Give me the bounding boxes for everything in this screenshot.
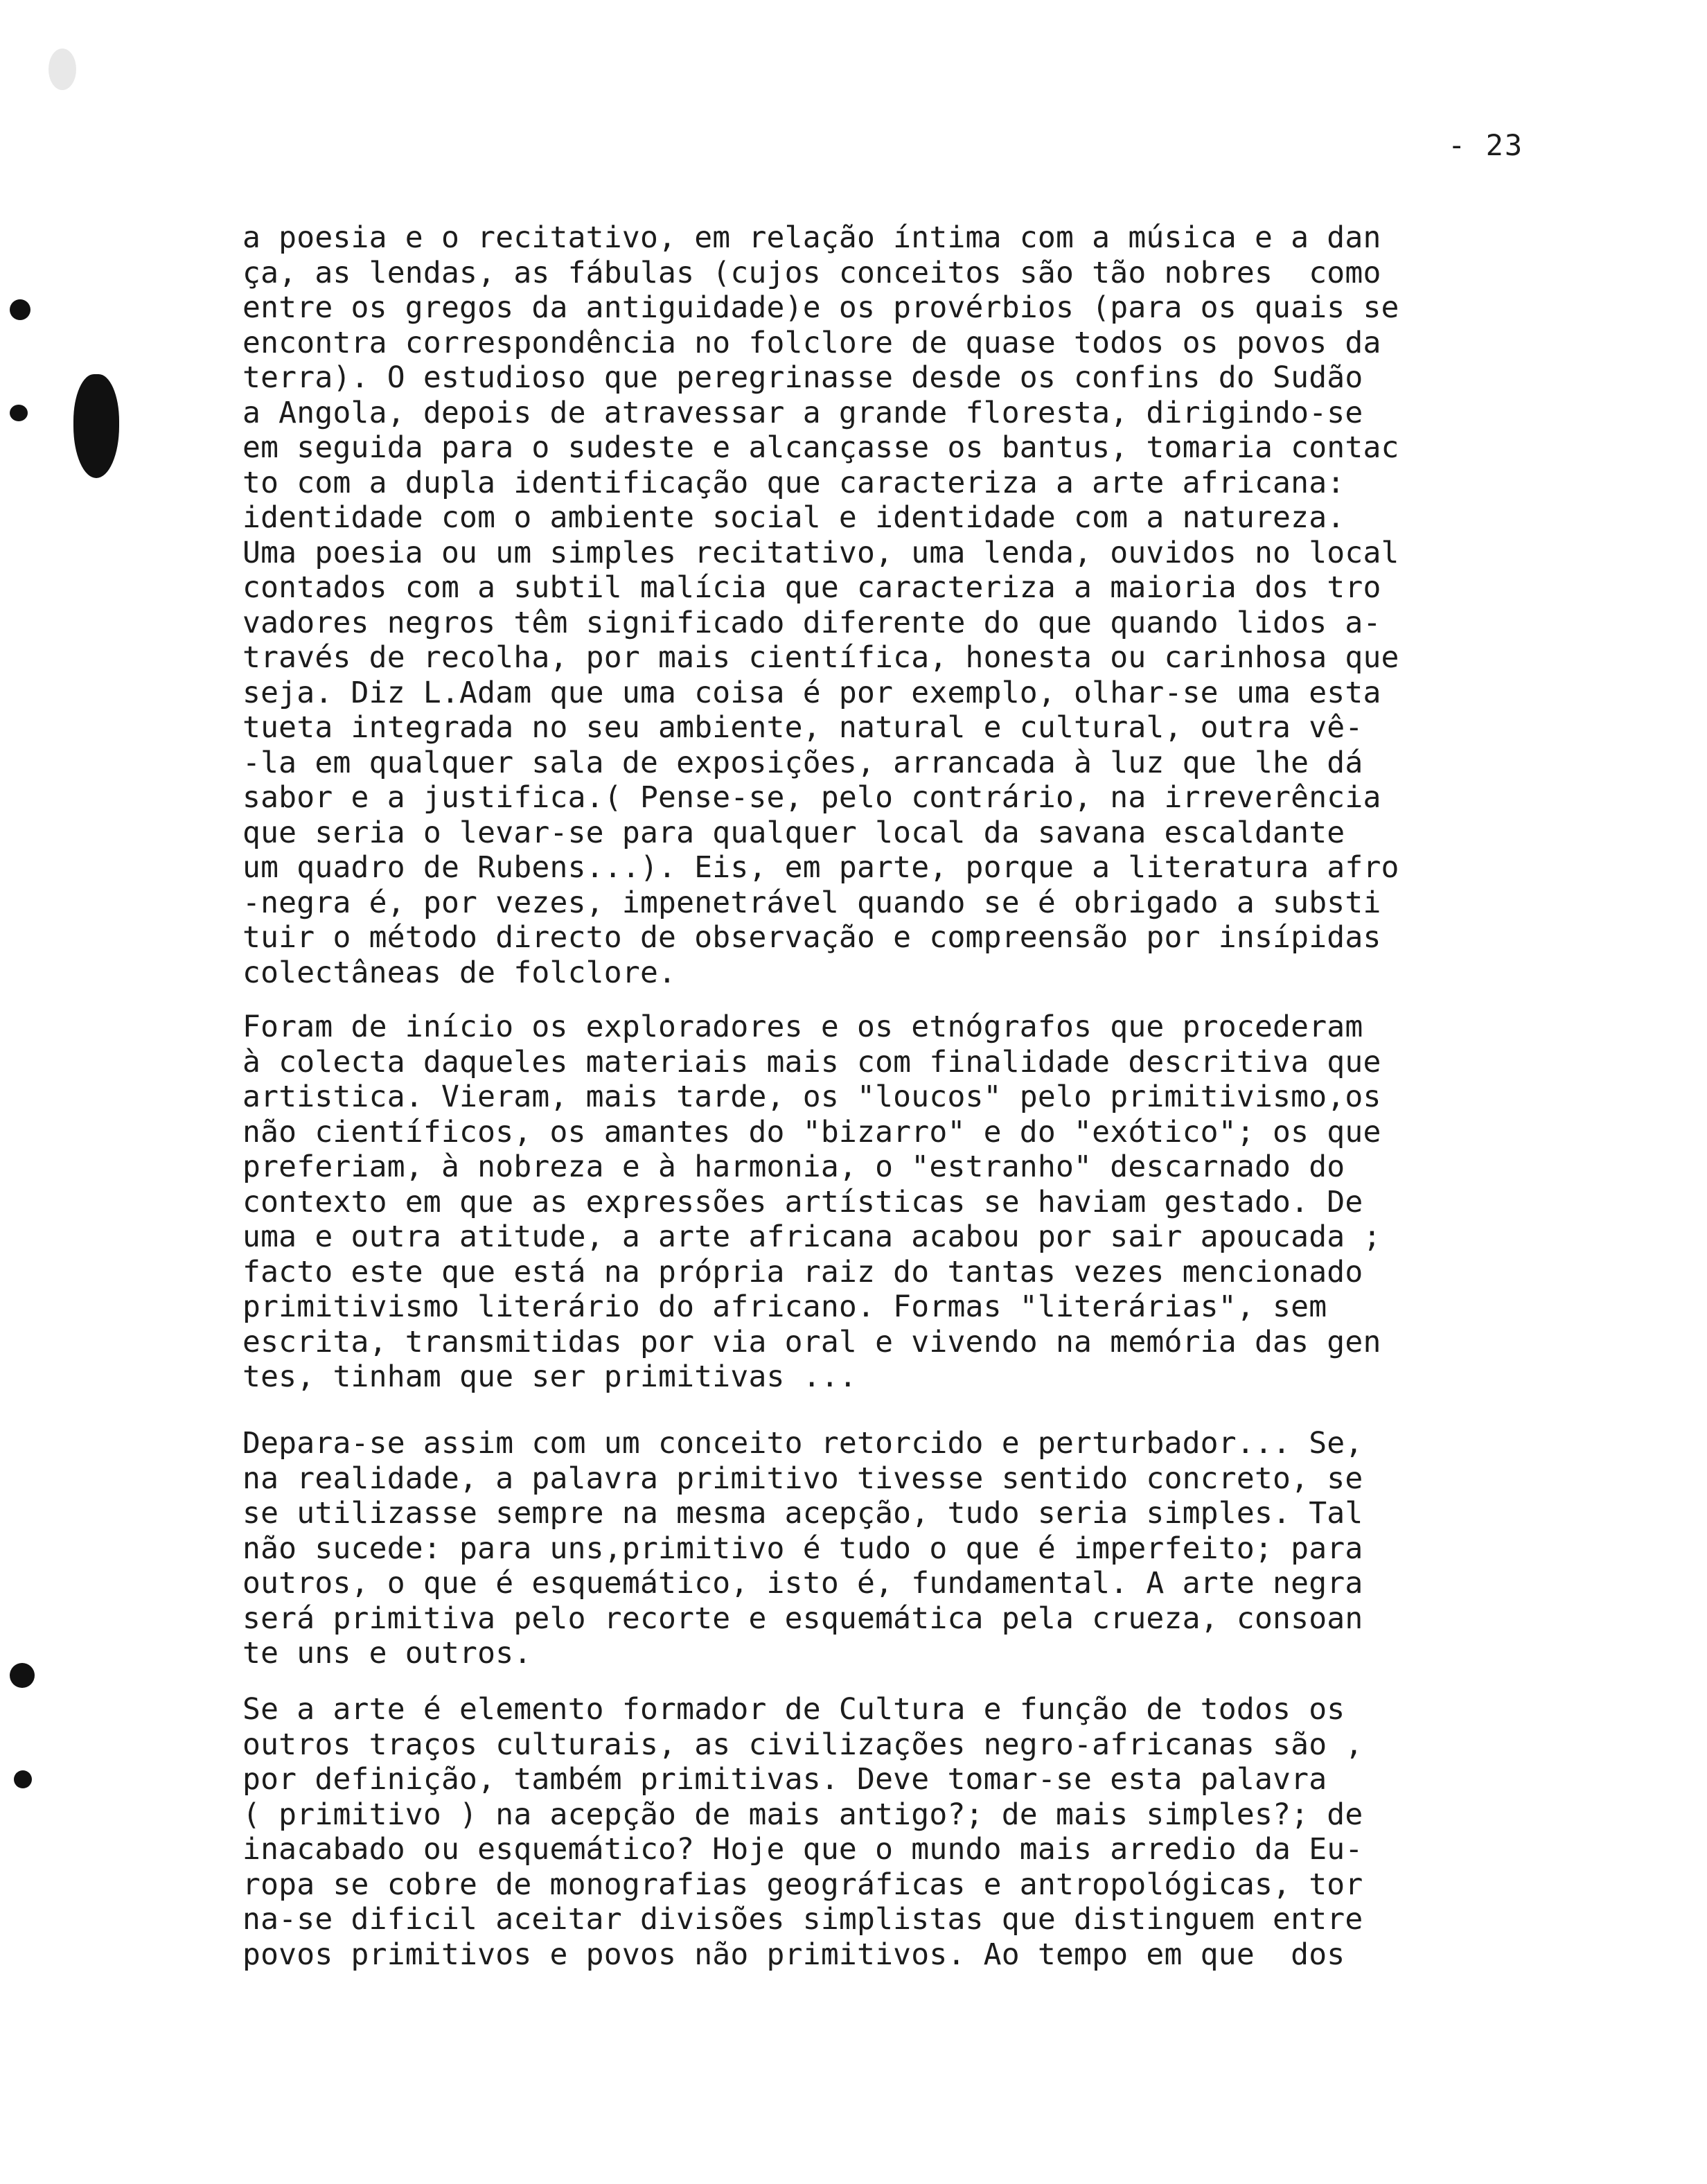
text-line: um quadro de Rubens...). Eis, em parte, porque a literatura afro	[242, 850, 1399, 885]
text-line: ropa se cobre de monografias geográficas e antropológicas, tor	[242, 1867, 1363, 1902]
text-line: sabor e a justifica.( Pense-se, pelo contrário, na irreverência	[242, 780, 1381, 815]
text-line: -la em qualquer sala de exposições, arrancada à luz que lhe dá	[242, 745, 1363, 780]
text-line: outros traços culturais, as civilizações negro-africanas são ,	[242, 1727, 1363, 1762]
text-line: contados com a subtil malícia que caracteriza a maioria dos tro	[242, 570, 1381, 605]
text-line: Uma poesia ou um simples recitativo, uma lenda, ouvidos no local	[242, 535, 1399, 570]
paragraph	[242, 1010, 1580, 1395]
text-line: tuir o método directo de observação e compreensão por insípidas	[242, 920, 1381, 955]
text-line: vadores negros têm significado diferente do que quando lidos a-	[242, 605, 1381, 640]
text-line: ( primitivo ) na acepção de mais antigo?; de mais simples?; de	[242, 1797, 1363, 1832]
scan-speck	[48, 49, 76, 90]
page-number: - 23	[1448, 128, 1524, 162]
text-line: a Angola, depois de atravessar a grande floresta, dirigindo-se	[242, 395, 1363, 430]
text-line: entre os gregos da antiguidade)e os provérbios (para os quais se	[242, 290, 1399, 325]
text-line: ça, as lendas, as fábulas (cujos conceitos são tão nobres como	[242, 255, 1381, 290]
text-line: por definição, também primitivas. Deve tomar-se esta palavra	[242, 1762, 1327, 1797]
text-line: em seguida para o sudeste e alcançasse os bantus, tomaria contac	[242, 430, 1399, 465]
text-line: não científicos, os amantes do "bizarro" e do "exótico"; os que	[242, 1114, 1381, 1150]
text-line: seja. Diz L.Adam que uma coisa é por exemplo, olhar-se uma esta	[242, 675, 1381, 710]
text-line: Se a arte é elemento formador de Cultura e função de todos os	[242, 1692, 1345, 1727]
text-line: se utilizasse sempre na mesma acepção, tudo seria simples. Tal	[242, 1496, 1363, 1531]
text-line: artistica. Vieram, mais tarde, os "loucos" pelo primitivismo,os	[242, 1080, 1381, 1114]
paragraph	[242, 220, 1580, 990]
text-line: primitivismo literário do africano. Formas "literárias", sem	[242, 1289, 1327, 1324]
text-line: na-se dificil aceitar divisões simplistas que distinguem entre	[242, 1902, 1363, 1937]
text-line: facto este que está na própria raiz do tantas vezes mencionado	[242, 1254, 1363, 1289]
paragraph	[242, 1692, 1580, 1972]
text-line: terra). O estudioso que peregrinasse desde os confins do Sudão	[242, 360, 1363, 395]
text-line: preferiam, à nobreza e à harmonia, o "estranho" descarnado do	[242, 1150, 1345, 1184]
text-line: tes, tinham que ser primitivas ...	[242, 1359, 857, 1394]
ink-blot-mark	[73, 374, 119, 478]
text-line: través de recolha, por mais científica, honesta ou carinhosa que	[242, 640, 1399, 675]
punch-hole-mark	[14, 1770, 32, 1788]
text-line: contexto em que as expressões artísticas se haviam gestado. De	[242, 1184, 1363, 1219]
text-line: Foram de início os exploradores e os etnógrafos que procederam	[242, 1010, 1363, 1044]
text-line: uma e outra atitude, a arte africana acabou por sair apoucada ;	[242, 1219, 1381, 1254]
text-line: Depara-se assim com um conceito retorcido e perturbador... Se,	[242, 1426, 1363, 1461]
text-line: inacabado ou esquemático? Hoje que o mundo mais arredio da Eu-	[242, 1832, 1363, 1867]
text-line: que seria o levar-se para qualquer local da savana escaldante	[242, 815, 1345, 850]
text-line: escrita, transmitidas por via oral e vivendo na memória das gen	[242, 1324, 1381, 1359]
text-line: não sucede: para uns,primitivo é tudo o que é imperfeito; para	[242, 1531, 1363, 1566]
text-line: te uns e outros.	[242, 1636, 532, 1671]
text-line: to com a dupla identificação que caracteriza a arte africana:	[242, 465, 1345, 500]
text-line: povos primitivos e povos não primitivos. Ao tempo em que dos	[242, 1937, 1345, 1972]
text-line: na realidade, a palavra primitivo tivesse sentido concreto, se	[242, 1461, 1363, 1496]
text-line: -negra é, por vezes, impenetrável quando se é obrigado a substi	[242, 885, 1381, 920]
text-line: a poesia e o recitativo, em relação íntima com a música e a dan	[242, 220, 1381, 255]
text-line: encontra correspondência no folclore de quase todos os povos da	[242, 325, 1381, 360]
punch-hole-mark	[10, 405, 28, 421]
text-line: outros, o que é esquemático, isto é, fundamental. A arte negra	[242, 1566, 1363, 1601]
text-line: à colecta daqueles materiais mais com finalidade descritiva que	[242, 1044, 1381, 1080]
paragraph	[242, 1426, 1580, 1671]
punch-hole-mark	[10, 299, 30, 320]
punch-hole-mark	[10, 1663, 35, 1688]
text-line: colectâneas de folclore.	[242, 955, 677, 990]
text-line: identidade com o ambiente social e identidade com a natureza.	[242, 500, 1345, 535]
text-line: tueta integrada no seu ambiente, natural e cultural, outra vê-	[242, 710, 1363, 745]
text-line: será primitiva pelo recorte e esquemática pela crueza, consoan	[242, 1601, 1363, 1636]
